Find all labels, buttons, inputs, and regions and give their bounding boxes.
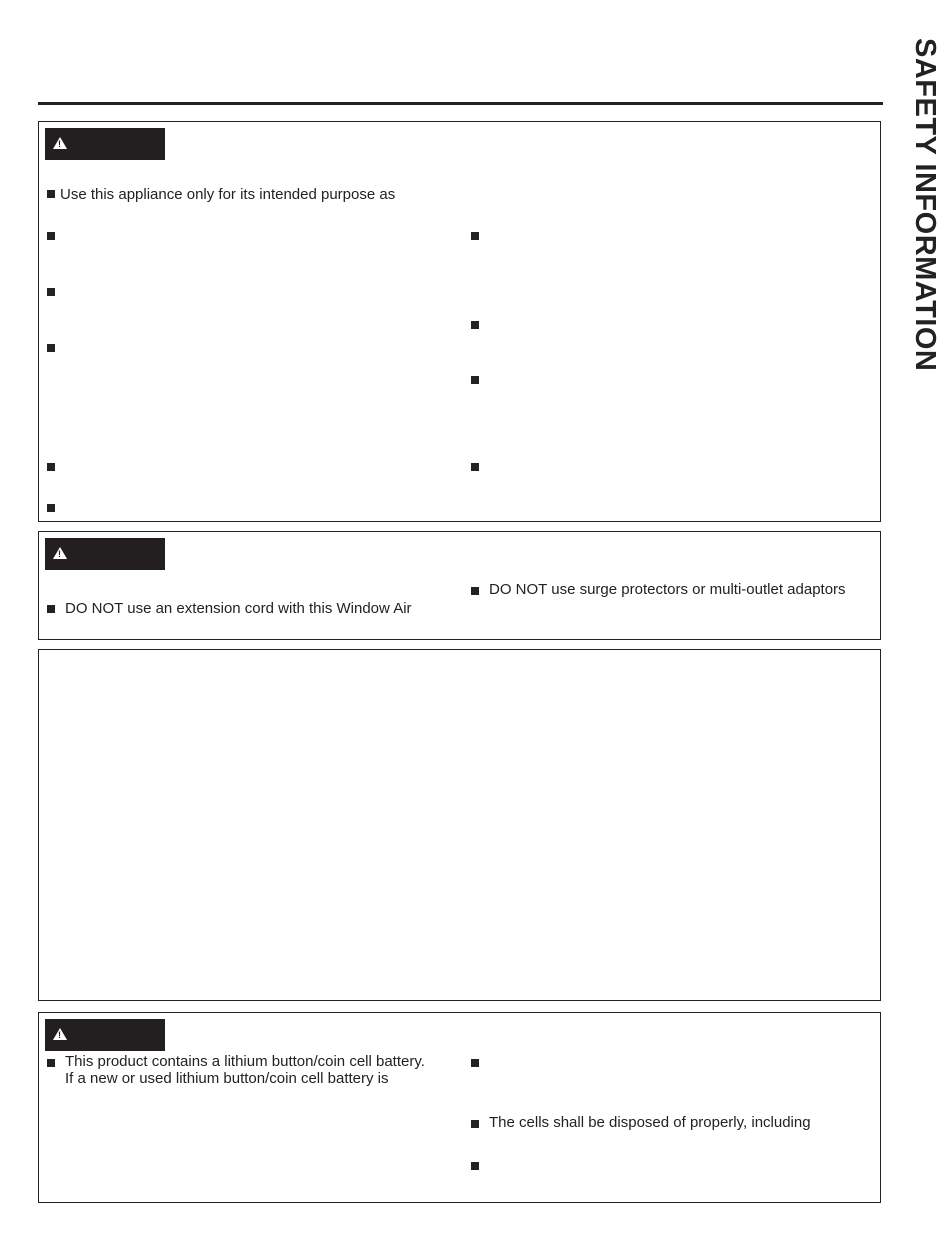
warning-badge (45, 128, 165, 160)
square-bullet-icon (471, 587, 479, 595)
warning-triangle-icon (53, 137, 67, 149)
side-title-text: SAFETY INFORMATION (909, 38, 941, 372)
header-rule (38, 102, 883, 105)
square-bullet-icon (471, 232, 479, 240)
square-bullet-icon (471, 1120, 479, 1128)
side-title (886, 38, 950, 458)
square-bullet-icon (47, 344, 55, 352)
square-bullet-icon (471, 463, 479, 471)
square-bullet-icon (471, 1059, 479, 1067)
safety-panel-3 (38, 649, 881, 1001)
square-bullet-icon (471, 1162, 479, 1170)
warning-badge (45, 538, 165, 570)
list-item-text: If a new or used lithium button/coin cell battery is (65, 1070, 389, 1087)
list-item-text: The cells shall be disposed of properly, including (489, 1114, 811, 1131)
list-item-text: Use this appliance only for its intended purpose as (60, 186, 396, 203)
square-bullet-icon (47, 463, 55, 471)
warning-badge (45, 1019, 165, 1051)
safety-panel-2 (38, 531, 881, 640)
square-bullet-icon (471, 376, 479, 384)
square-bullet-icon (47, 504, 55, 512)
square-bullet-icon (47, 190, 55, 198)
list-item-text: DO NOT use surge protectors or multi-outlet adaptors (489, 581, 846, 598)
safety-panel-4 (38, 1012, 881, 1203)
square-bullet-icon (471, 321, 479, 329)
square-bullet-icon (47, 1059, 55, 1067)
warning-triangle-icon (53, 547, 67, 559)
safety-panel-1 (38, 121, 881, 522)
square-bullet-icon (47, 605, 55, 613)
square-bullet-icon (47, 232, 55, 240)
warning-triangle-icon (53, 1028, 67, 1040)
list-item-text: This product contains a lithium button/coin cell battery. (65, 1053, 425, 1070)
square-bullet-icon (47, 288, 55, 296)
list-item-text: DO NOT use an extension cord with this Window Air (65, 600, 412, 617)
